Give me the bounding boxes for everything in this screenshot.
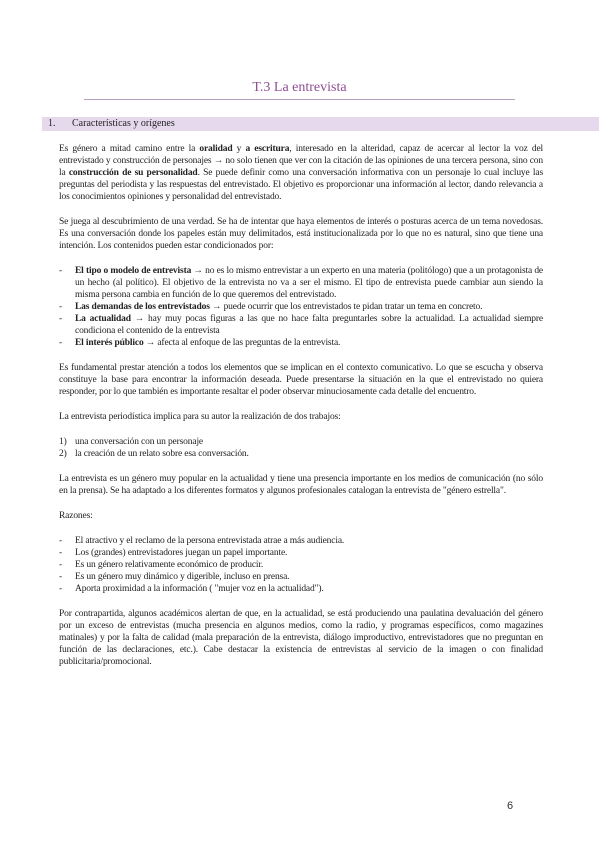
text-run: . Se puede definir como una conversación informativa con un personaje lo cual incluye las preguntas del periodista y las respuestas del entrevistado. El objetivo es proporcionar una información al lector, dando relevancia a los conocimientos opiniones y personalidad del entrevistado. (59, 168, 544, 202)
paragraph-trabajos: La entrevista periodística implica para su autor la realización de dos trabajos: (59, 412, 341, 422)
list-item-text: → hay muy pocas figuras a las que no hace falta preguntarles sobre la actualidad. La actualidad siempre condiciona el contenido de la entrevista (75, 314, 543, 336)
list-item (59, 583, 543, 595)
text-run: , interesado en la alteridad, capaz de acercar al lector la voz del entrevistado y construcción de personajes → no solo tienen que ver con la citación de las opiniones de una tercera persona, sino con la (59, 144, 544, 178)
list-marker: - (59, 572, 63, 582)
list-item-text: → puede ocurrir que los entrevistados te pidan tratar un tema en concreto. (209, 302, 483, 312)
list-item (59, 448, 543, 460)
list-item-text: → afecta al enfoque de las preguntas de la entrevista. (143, 338, 341, 348)
list-item (59, 265, 543, 301)
list-item-term: El tipo o modelo de entrevista (75, 266, 192, 276)
reasons-list (59, 535, 543, 595)
list-item-term: El interés público (75, 338, 144, 348)
list-item-text: El atractivo y el reclamo de la persona entrevistada atrae a más audiencia. (75, 536, 345, 546)
bold-term: construcción de su personalidad (68, 168, 198, 178)
section-number: 1. (48, 118, 56, 129)
list-item-text: una conversación con un personaje (75, 437, 203, 447)
paragraph-popular: La entrevista es un género muy popular en la actualidad y tiene una presencia importante en los medios de comunicación (no sólo en la prensa). Se ha adaptado a los diferentes formatos y algunos profesionales catalogan la entrevista de "género estrella". (59, 474, 543, 496)
list-item-term: La actualidad (75, 314, 131, 324)
list-item (59, 313, 543, 337)
page-number: 6 (507, 800, 514, 812)
section-label: Características y orígenes (72, 118, 175, 129)
list-item-term: Las demandas de los entrevistados (75, 302, 210, 312)
paragraph-verdad: Se juega al descubrimiento de una verdad. Se ha de intentar que haya elementos de interés o posturas acerca de un tema novedosas. Es una conversación donde los papeles están muy delimitados, está institucionalizada por lo que no es natural, sino que tiene una intención. Los contenidos pueden estar condicionados por: (59, 217, 543, 251)
list-item-text: Es un género relativamente económico de producir. (75, 560, 264, 570)
list-marker: - (59, 338, 63, 348)
list-marker: - (59, 560, 63, 570)
list-item (59, 301, 543, 313)
list-marker: - (59, 548, 63, 558)
text-run: Es género a mitad camino entre la (59, 144, 200, 154)
page-title: T.3 La entrevista (84, 80, 515, 100)
tasks-list (59, 436, 543, 460)
conditions-list (59, 265, 543, 349)
list-marker: - (59, 314, 63, 324)
list-item-text: Es un género muy dinámico y digerible, incluso en prensa. (75, 572, 290, 582)
list-item (59, 547, 543, 559)
text-run: y (232, 144, 246, 154)
list-marker: - (59, 584, 63, 594)
list-item-text: → no es lo mismo entrevistar a un experto en una materia (politólogo) que a un protagonista de un hecho (al político). El objetivo de la entrevista no va a ser el mismo. El tipo de entrevista puede cambiar aun siendo la misma persona cambia en función de lo que queremos del entrevistado. (75, 266, 544, 300)
list-item (59, 436, 543, 448)
paragraph-razones-label: Razones: (59, 511, 93, 521)
list-item (59, 337, 543, 349)
list-item (59, 571, 543, 583)
paragraph-contrapartida: Por contrapartida, algunos académicos alertan de que, en la actualidad, se está produciendo una paulatina devaluación del género por un exceso de entrevistas (mucha presencia en algunos medios, como la radio, y programas específicos, como magazines matinales) y por la falta de calidad (mala preparación de la entrevista, diálogo improductivo, entrevistadores que no preguntan en función de las declaraciones, etc.). Cabe destacar la existencia de entrevistas al servicio de la imagen o con finalidad publicitaria/promocional. (59, 609, 543, 667)
bold-term: a escritura (245, 144, 290, 154)
list-marker: - (59, 536, 63, 546)
bold-term: oralidad (199, 144, 233, 154)
list-marker: - (59, 302, 63, 312)
list-marker: 1) (59, 437, 67, 447)
document-body (59, 143, 543, 681)
list-item-text: Los (grandes) entrevistadores juegan un papel importante. (75, 548, 288, 558)
section-heading (42, 117, 599, 131)
paragraph-contexto: Es fundamental prestar atención a todos los elementos que se implican en el contexto comunicativo. Lo que se escucha y observa constituye la base para encontrar la información deseada. Puede presentarse la situación en la que el entrevistado no quiera responder, por lo que también es importante resaltar el poder observar minuciosamente cada detalle del encuentro. (59, 363, 543, 397)
list-marker: 2) (59, 449, 67, 459)
list-item (59, 559, 543, 571)
paragraph-intro (59, 143, 543, 203)
list-marker: - (59, 266, 63, 276)
list-item-text: la creación de un relato sobre esa conversación. (75, 449, 249, 459)
list-item-text: Aporta proximidad a la información ( "mujer voz en la actualidad"). (75, 584, 324, 594)
list-item (59, 535, 543, 547)
